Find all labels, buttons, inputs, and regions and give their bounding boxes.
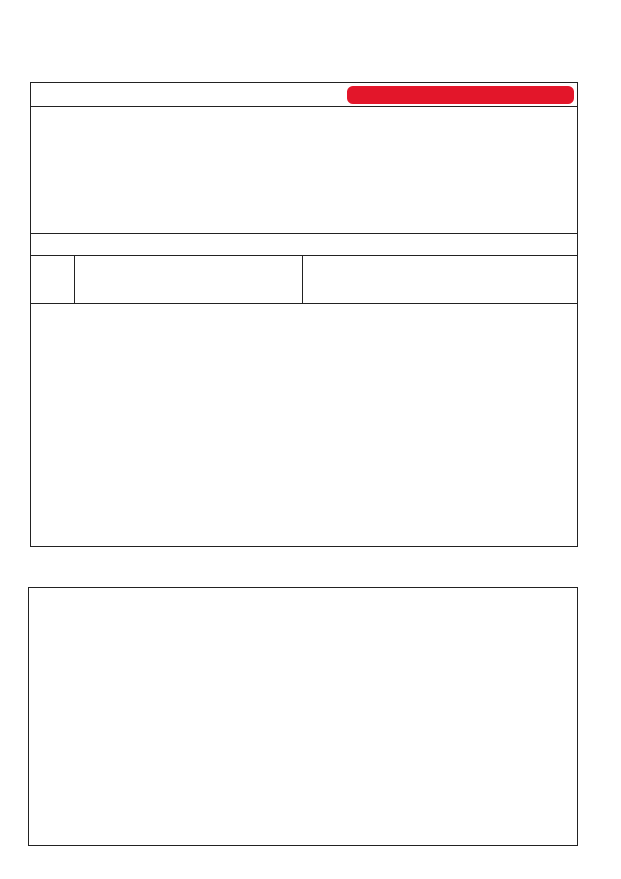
header-no bbox=[31, 256, 75, 304]
section2-divider bbox=[31, 233, 577, 234]
plan-box bbox=[30, 82, 578, 547]
header-amount bbox=[303, 256, 578, 304]
restrictions-list bbox=[29, 588, 577, 845]
header-creditor bbox=[75, 256, 303, 304]
section1-divider bbox=[31, 106, 577, 107]
restrictions-box bbox=[28, 587, 578, 846]
case-number-redaction bbox=[347, 86, 574, 104]
distribution-table bbox=[30, 255, 578, 304]
